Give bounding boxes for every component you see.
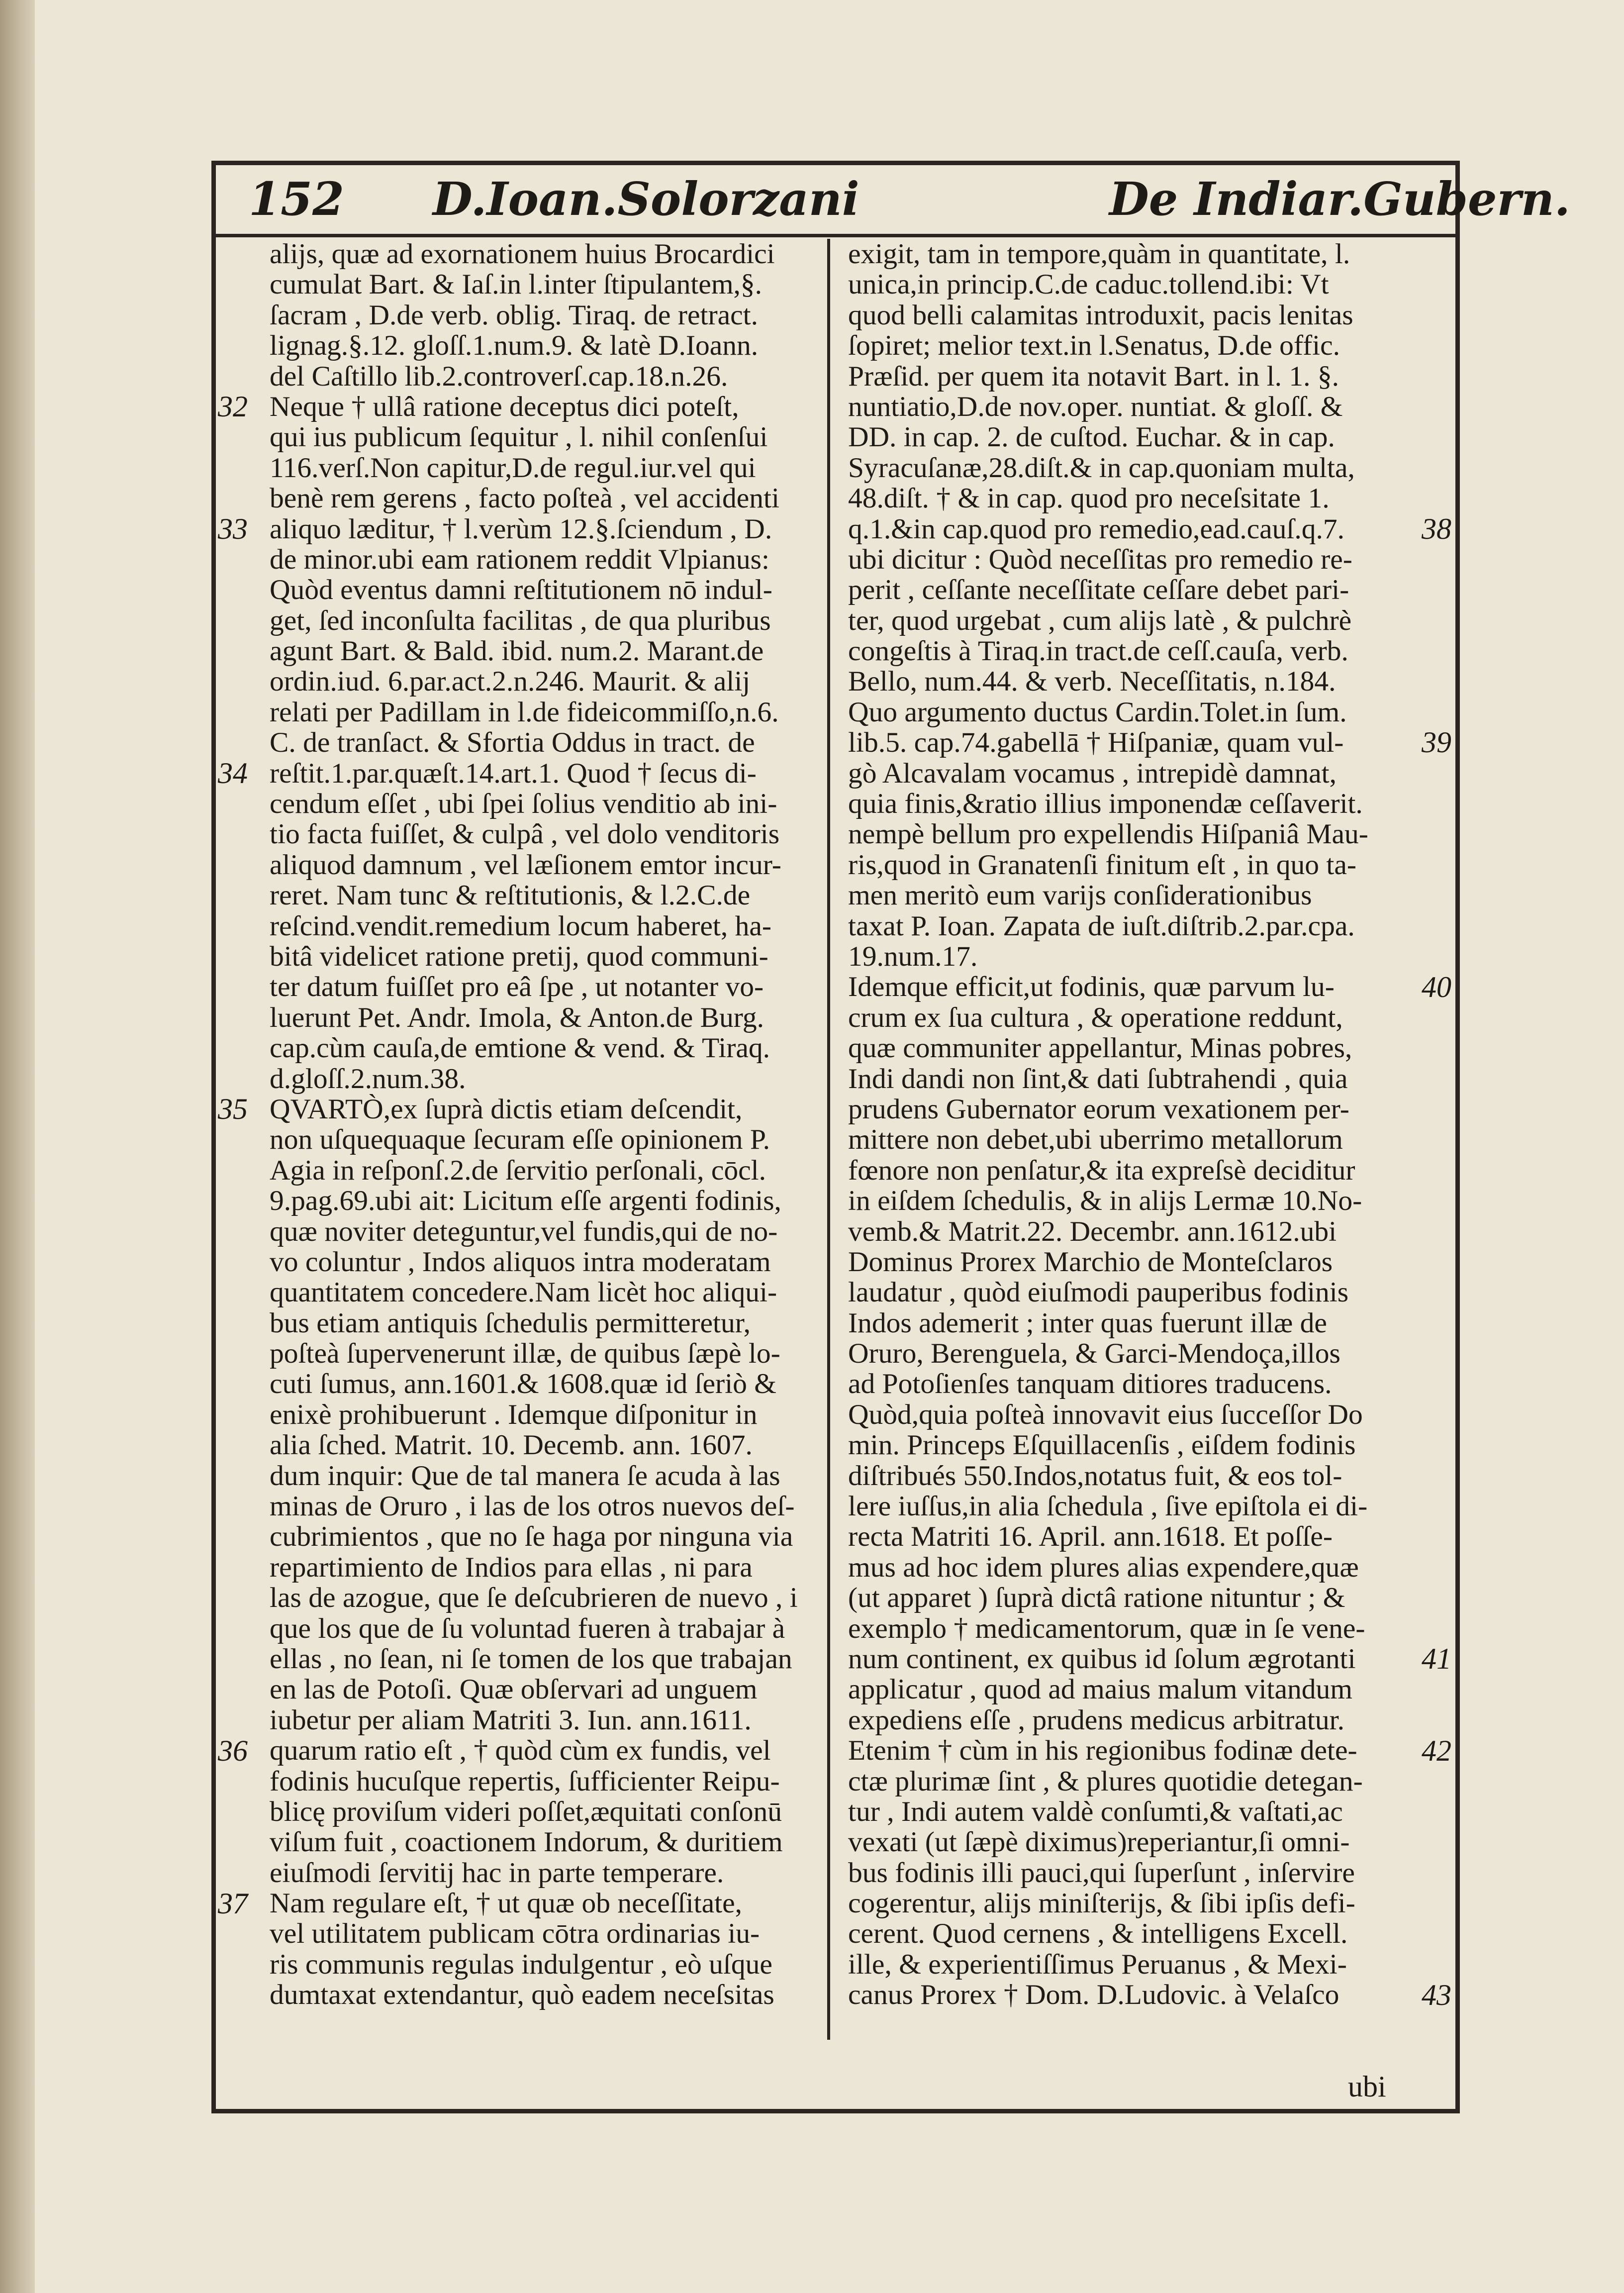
text-line: mittere non debet,ubi uberrimo metallorum	[848, 1124, 1343, 1155]
text-line: exigit, tam in tempore,quàm in quantitate, l.	[848, 239, 1350, 270]
text-line: iubetur per aliam Matriti 3. Iun. ann.1611.	[270, 1704, 752, 1736]
text-line: poſteà ſupervenerunt illæ, de quibus ſæpè lo-	[270, 1338, 780, 1369]
text-line: las de azogue, que ſe deſcubrieren de nuevo , i	[270, 1583, 798, 1613]
text-line: repartimiento de Indios para ellas , ni para	[270, 1552, 753, 1583]
margin-number: 40	[1422, 970, 1451, 1003]
text-line: expediens eſſe , prudens medicus arbitratur.	[848, 1704, 1344, 1736]
text-line: ter, quod urgebat , cum alijs latè , & pulchrè	[848, 605, 1352, 636]
text-line: enixè prohibuerunt . Idemque diſponitur in	[270, 1399, 758, 1430]
text-line: aliquo læditur, † l.verùm 12.§.ſciendum , D.	[270, 513, 772, 544]
text-line: reret. Nam tunc & reſtitutionis, & l.2.C.de	[270, 880, 751, 911]
text-line: Etenim † cùm in his regionibus fodinæ dete-	[848, 1735, 1357, 1766]
text-line: mus ad hoc idem plures alias expendere,quæ	[848, 1552, 1359, 1583]
text-line: en las de Potoſi. Quæ obſervari ad unguem	[270, 1674, 758, 1705]
text-line: vo coluntur , Indos aliquos intra moderatam	[270, 1246, 771, 1278]
text-line: cuti ſumus, ann.1601.& 1608.quæ id ſeriò &	[270, 1369, 776, 1399]
text-line: quia finis,&ratio illius imponendæ ceſſaverit.	[848, 789, 1363, 819]
text-line: bus etiam antiquis ſchedulis permitteretur,	[270, 1307, 751, 1339]
text-line: unica,in princip.C.de caduc.tollend.ibi: Vt	[848, 269, 1329, 300]
text-line: eiuſmodi ſervitij hac in parte temperare.	[270, 1857, 724, 1889]
text-line: DD. in cap. 2. de cuſtod. Euchar. & in cap.	[848, 422, 1335, 453]
text-line: Indi dandi non ſint,& dati ſubtrahendi , quia	[848, 1063, 1348, 1094]
margin-number: 32	[218, 390, 248, 423]
text-line: nuntiatio,D.de nov.oper. nuntiat. & gloſſ. &	[848, 391, 1343, 422]
text-line: Quòd eventus damni reſtitutionem nō indul-	[270, 575, 772, 605]
text-line: blicę proviſum videri poſſet,æquitati conſonū	[270, 1796, 782, 1827]
text-line: quantitatem concedere.Nam licèt hoc aliqui-	[270, 1277, 777, 1308]
text-line: ordin.iud. 6.par.act.2.n.246. Maurit. & alij	[270, 666, 751, 697]
text-line: ris,quod in Granatenſi finitum eſt , in quo ta-	[848, 849, 1357, 881]
text-line: Nam regulare eſt, † ut quæ ob neceſſitate,	[270, 1888, 743, 1919]
text-line: congeſtis à Tiraq.in tract.de ceſſ.cauſa, verb.	[848, 636, 1348, 667]
text-line: nempè bellum pro expellendis Hiſpaniâ Mau-	[848, 819, 1368, 850]
text-line: taxat P. Ioan. Zapata de iuſt.diſtrib.2.par.cpa.	[848, 910, 1355, 941]
text-line: vexati (ut ſæpè diximus)reperiantur,ſi omni-	[848, 1827, 1350, 1858]
text-line: get, ſed inconſulta facilitas , de qua pluribus	[270, 605, 771, 636]
text-line: vel utilitatem publicam cōtra ordinarias iu-	[270, 1918, 760, 1949]
margin-number: 42	[1422, 1734, 1451, 1767]
text-line: exemplo † medicamentorum, quæ in ſe vene-	[848, 1613, 1365, 1644]
text-line: Quòd,quia poſteà innovavit eius ſucceſſor Do	[848, 1399, 1363, 1430]
text-line: 19.num.17.	[848, 941, 978, 972]
catchword: ubi	[1348, 2070, 1386, 2103]
text-line: ſopiret; melior text.in l.Senatus, D.de offic.	[848, 330, 1340, 361]
text-line: quarum ratio eſt , † quòd cùm ex fundis, vel	[270, 1735, 771, 1766]
text-line: ad Potoſienſes tanquam ditiores traducens.	[848, 1369, 1332, 1399]
text-line: crum ex ſua cultura , & operatione reddunt,	[848, 1002, 1343, 1033]
text-line: viſum fuit , coactionem Indorum, & duritiem	[270, 1827, 783, 1858]
text-line: Quo argumento ductus Cardin.Tolet.in ſum.	[848, 697, 1347, 728]
text-line: cumulat Bart. & Iaſ.in l.inter ſtipulantem,§.	[270, 269, 763, 300]
text-line: ubi dicitur : Quòd neceſſitas pro remedio re-	[848, 544, 1352, 575]
text-line: ris communis regulas indulgentur , eò uſque	[270, 1949, 772, 1980]
margin-number: 41	[1422, 1642, 1451, 1676]
text-line: quæ communiter appellantur, Minas pobres,	[848, 1033, 1352, 1064]
text-line: QVARTÒ,ex ſuprà dictis etiam deſcendit,	[270, 1094, 743, 1125]
text-line: dum inquir: Que de tal manera ſe acuda à las	[270, 1460, 780, 1492]
text-line: Agia in reſponſ.2.de ſervitio perſonali, cōcl.	[270, 1155, 766, 1186]
text-line: lib.5. cap.74.gabellā † Hiſpaniæ, quam vul-	[848, 727, 1344, 758]
text-line: agunt Bart. & Bald. ibid. num.2. Marant.de	[270, 636, 764, 667]
text-line: minas de Oruro , i las de los otros nuevos deſ-	[270, 1491, 795, 1522]
text-line: 9.pag.69.ubi ait: Licitum eſſe argenti fodinis,	[270, 1186, 781, 1216]
text-line: cendum eſſet , ubi ſpei ſolius venditio ab ini-	[270, 789, 777, 819]
text-line: Bello, num.44. & verb. Neceſſitatis, n.184.	[848, 666, 1336, 697]
text-line: prudens Gubernator eorum vexationem per-	[848, 1094, 1349, 1125]
text-line: ille, & experientiſſimus Peruanus , & Mexi-	[848, 1949, 1347, 1980]
text-line: quod belli calamitas introduxit, pacis lenitas	[848, 299, 1353, 331]
text-line: relati per Padillam in l.de fideicommiſſo,n.6.	[270, 697, 779, 728]
text-line: q.1.&in cap.quod pro remedio,ead.cauſ.q.7.	[848, 513, 1344, 544]
text-line: quæ noviter deteguntur,vel fundis,qui de no-	[270, 1216, 778, 1247]
text-line: aliquod damnum , vel læſionem emtor incur-	[270, 849, 781, 881]
text-line: Præſid. per quem ita notavit Bart. in l. 1. §.	[848, 361, 1339, 392]
text-line: dumtaxat extendantur, quò eadem neceſsitas	[270, 1980, 774, 2010]
text-line: fodinis hucuſque repertis, ſufficienter Reipu-	[270, 1766, 780, 1796]
text-line: men meritò eum varijs conſiderationibus	[848, 880, 1312, 911]
text-line: ctæ plurimæ ſint , & plures quotidie detegan-	[848, 1766, 1363, 1796]
text-line: tur , Indi autem valdè conſumti,& vaſtati,ac	[848, 1796, 1343, 1827]
right-column	[848, 239, 1415, 2040]
text-line: Idemque efficit,ut fodinis, quæ parvum lu-	[848, 972, 1335, 1002]
text-line: C. de tranſact. & Sfortia Oddus in tract. de	[270, 727, 755, 758]
text-line: cerent. Quod cernens , & intelligens Excell.	[848, 1918, 1348, 1949]
running-head-author: D.Ioan.Solorzani	[433, 172, 860, 226]
margin-number: 33	[218, 512, 248, 545]
text-line: luerunt Pet. Andr. Imola, & Anton.de Burg.	[270, 1002, 764, 1033]
text-line: Dominus Prorex Marchio de Monteſclaros	[848, 1246, 1333, 1278]
text-line: recta Matriti 16. April. ann.1618. Et poſſe-	[848, 1521, 1333, 1552]
text-line: reſtit.1.par.quæſt.14.art.1. Quod † ſecus di-	[270, 758, 757, 789]
text-line: reſcind.vendit.remedium locum haberet, ha-	[270, 910, 772, 941]
left-column	[270, 239, 817, 2040]
text-line: in eiſdem ſchedulis, & in alijs Lermæ 10.No-	[848, 1186, 1362, 1216]
text-line: qui ius publicum ſequitur , l. nihil conſenſui	[270, 422, 768, 453]
text-line: tio facta fuiſſet, & culpâ , vel dolo venditoris	[270, 819, 780, 850]
text-line: d.gloſſ.2.num.38.	[270, 1063, 466, 1094]
text-line: lere iuſſus,in alia ſchedula , ſive epiſtola ei di-	[848, 1491, 1368, 1522]
text-line: non uſquequaque ſecuram eſſe opinionem P.	[270, 1124, 770, 1155]
text-line: del Caſtillo lib.2.controverſ.cap.18.n.26.	[270, 361, 728, 392]
margin-number: 38	[1422, 512, 1451, 545]
text-line: canus Prorex † Dom. D.Ludovic. à Velaſco	[848, 1980, 1339, 2010]
text-line: Neque † ullâ ratione deceptus dici poteſt,	[270, 391, 739, 422]
header-rule	[211, 234, 1460, 237]
text-line: bus fodinis illi pauci,qui ſuperſunt , inſervire	[848, 1857, 1355, 1889]
text-line: Oruro, Berenguela, & Garci-Mendoça,illos	[848, 1338, 1340, 1369]
text-line: fœnore non penſatur,& ita expreſsè deciditur	[848, 1155, 1355, 1186]
text-line: applicatur , quod ad maius malum vitandum	[848, 1674, 1353, 1705]
book-gutter	[0, 0, 35, 2293]
text-line: (ut apparet ) ſuprà dictâ ratione nituntur ; &	[848, 1583, 1345, 1613]
text-line: 116.verſ.Non capitur,D.de regul.iur.vel qui	[270, 452, 756, 484]
text-line: bitâ videlicet ratione pretij, quod communi-	[270, 941, 768, 972]
text-line: gò Alcavalam vocamus , intrepidè damnat,	[848, 758, 1337, 789]
margin-number: 36	[218, 1734, 248, 1767]
margin-number: 35	[218, 1093, 248, 1126]
text-line: cap.cùm cauſa,de emtione & vend. & Tiraq.	[270, 1033, 770, 1064]
text-line: ellas , no ſean, ni ſe tomen de los que trabajan	[270, 1643, 792, 1675]
text-line: alia ſched. Matrit. 10. Decemb. ann. 1607.	[270, 1430, 753, 1461]
text-line: perit , ceſſante neceſſitate ceſſare debet pari-	[848, 575, 1349, 605]
page-number: 152	[249, 172, 345, 226]
text-line: lignag.§.12. gloſſ.1.num.9. & latè D.Ioann.	[270, 330, 759, 361]
margin-number: 43	[1422, 1978, 1451, 2011]
text-line: diſtribués 550.Indos,notatus fuit, & eos tol-	[848, 1460, 1342, 1492]
text-line: alijs, quæ ad exornationem huius Brocardici	[270, 239, 775, 270]
text-line: Indos ademerit ; inter quas fuerunt illæ de	[848, 1307, 1327, 1339]
column-rule	[827, 239, 830, 2040]
margin-number: 39	[1422, 726, 1451, 759]
margin-number: 37	[218, 1887, 248, 1920]
text-line: cubrimientos , que no ſe haga por ninguna via	[270, 1521, 793, 1552]
text-line: Syracuſanæ,28.diſt.& in cap.quoniam multa,	[848, 452, 1355, 484]
text-line: 48.diſt. † & in cap. quod pro neceſsitate 1.	[848, 483, 1330, 514]
text-line: vemb.& Matrit.22. Decembr. ann.1612.ubi	[848, 1216, 1337, 1247]
text-line: benè rem gerens , facto poſteà , vel accidenti	[270, 483, 779, 514]
running-head-work: De Indiar.Gubern.	[1109, 172, 1570, 226]
text-line: de minor.ubi eam rationem reddit Vlpianus:	[270, 544, 769, 575]
margin-number: 34	[218, 756, 248, 790]
text-line: ſacram , D.de verb. oblig. Tiraq. de retract.	[270, 299, 758, 331]
text-line: num continent, ex quibus id ſolum ægrotanti	[848, 1643, 1356, 1675]
text-line: cogerentur, alijs miniſterijs, & ſibi ipſis defi-	[848, 1888, 1355, 1919]
text-line: min. Princeps Eſquillacenſis , eiſdem fodinis	[848, 1430, 1356, 1461]
text-line: que los que de ſu voluntad fueren à trabajar à	[270, 1613, 785, 1644]
text-line: laudatur , quòd eiuſmodi pauperibus fodinis	[848, 1277, 1349, 1308]
text-line: ter datum fuiſſet pro eâ ſpe , ut notanter vo-	[270, 972, 764, 1002]
